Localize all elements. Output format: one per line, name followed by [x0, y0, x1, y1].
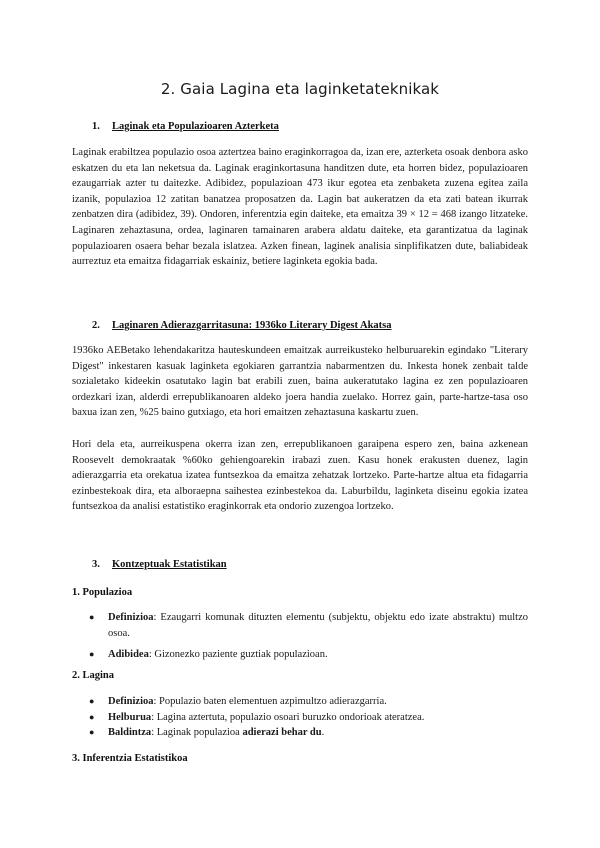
- list-item-term: Baldintza: [108, 727, 152, 739]
- section-2-heading: [92, 320, 392, 331]
- bullet-icon: ●: [89, 649, 95, 660]
- section-2-paragraph-2: Hori dela eta, aurreikuspena okerra izan zen, errepublikanoen garaipena espero zen, baina azkenean Roosevelt demokraatak %60ko gehiengoarekin irabazi zuen. Kasu honek erakusten duenez, lagin adierazgarria eta orekatua izatea funtsezkoa da emaitza zehatzak lortzeko. Parte-hartze altua eta fidagarria ezinbestekoak dira, eta alboraepna saihestea ezinbestekoa da. Laburbildu, laginketa diseinu egokia izatea funtsezkoa da analisi estatistiko eraginkorrak eta ondorio zuzengoa lortzeko.: [72, 439, 528, 513]
- list-item-term: Definizioa: [108, 696, 154, 707]
- section-3-heading: [92, 559, 227, 570]
- section-2-paragraph-1: 1936ko AEBetako lehendakaritza hauteskundeen emaitzak aurreikusteko helburuarekin egindako "Literary Digest" inkestaren kasuak laginketa egokiaren garrantzia nabarmentzen du. Inkesta honek zenbait talde sozialetako kideekin osatutako lagin bat erabili zuen, baina aukeratutako lagina ez zen populazioaren ordezkari izan, alderdi errepublikanoaren aldeko joera handia zuelako. Horrez gain, parte-hartze-tasa oso baxua izan zen, %25 baino gutxiago, eta hori emaitzen zehaztasuna kaskartu zuen.: [72, 345, 528, 419]
- section-1-heading: [92, 121, 279, 132]
- subsection-inferentzia-heading: 3. Inferentzia Estatistikoa: [72, 753, 188, 764]
- bullet-icon: ●: [89, 612, 95, 622]
- section-3-title: Kontzeptuak Estatistikan: [112, 559, 227, 570]
- lagina-list: [72, 694, 528, 741]
- list-item-term: Adibidea: [108, 649, 149, 661]
- section-3-number: 3.: [92, 559, 100, 570]
- populazioa-list: [72, 610, 528, 663]
- bullet-icon: ●: [89, 696, 95, 706]
- list-item: [72, 610, 528, 641]
- section-2-title: Laginaren Adierazgarritasuna: 1936ko Literary Digest Akatsa: [112, 320, 392, 331]
- list-item-text: : Lagina aztertuta, populazio osoari buruzko ondorioak ateratzea.: [151, 711, 425, 723]
- list-item-term: Definizioa: [108, 612, 154, 623]
- page-title: 2. Gaia Lagina eta laginketateknikak: [160, 80, 440, 98]
- list-item: [72, 647, 528, 663]
- section-1-title: Laginak eta Populazioaren Azterketa: [112, 121, 279, 132]
- subsection-lagina-heading: 2. Lagina: [72, 670, 115, 681]
- list-item-emphasis: adierazi behar du: [242, 727, 322, 739]
- section-1-number: 1.: [92, 121, 100, 132]
- list-item-text: : Ezaugarri komunak dituzten elementu (subjektu, objektu edo izate abstraktu) multzo osoa.: [108, 612, 528, 639]
- list-item-text: : Populazio baten elementuen azpimultzo adierazgarria.: [153, 696, 387, 707]
- section-1-paragraph: Laginak erabiltzea populazio osoa aztertzea baino eraginkorragoa da, izan ere, azterketa osoak denbora asko eskatzen du eta lan neketsua da. Laginak eraginkortasuna handitzen dute, eta horren bidez, populazioaren ezaugarriak azter tu daitezke. Adibidez, populazioan 473 ikur egotea eta zenbaketa zuzena egitea zaila izanik, populazioa 12 zatitan banatzea proposatzen da. Lagin bat aukeratzen da eta zati batean ikurrak zenbatzen dira (adibidez, 39). Ondoren, inferentzia egin daiteke, eta emaitza 39 × 12 = 468 izango litzateke. Laginaren zehaztasuna, ordea, laginaren tamainaren arabera aldatu daiteke, eta garantizatua da laginak populazioaren osaera behar bezala islatzea. Azken finean, laginek analisia sinplifikatzen dute, baliabideak aurreztuz eta emaitza fidagarriak eskainiz, betiere laginketa egokia bada.: [72, 147, 528, 268]
- bullet-icon: ●: [89, 711, 95, 722]
- list-item: [72, 725, 528, 741]
- list-item-text: : Laginak populazioa: [151, 727, 243, 739]
- list-item-text: : Gizonezko paziente guztiak populazioan.: [148, 649, 328, 661]
- section-2-number: 2.: [92, 320, 100, 331]
- list-item: [72, 710, 528, 726]
- subsection-populazioa-heading: 1. Populazioa: [72, 587, 133, 598]
- list-item: [72, 694, 528, 710]
- list-item-term: Helburua: [108, 711, 152, 723]
- bullet-icon: ●: [89, 727, 95, 738]
- list-item-tail: .: [321, 727, 325, 739]
